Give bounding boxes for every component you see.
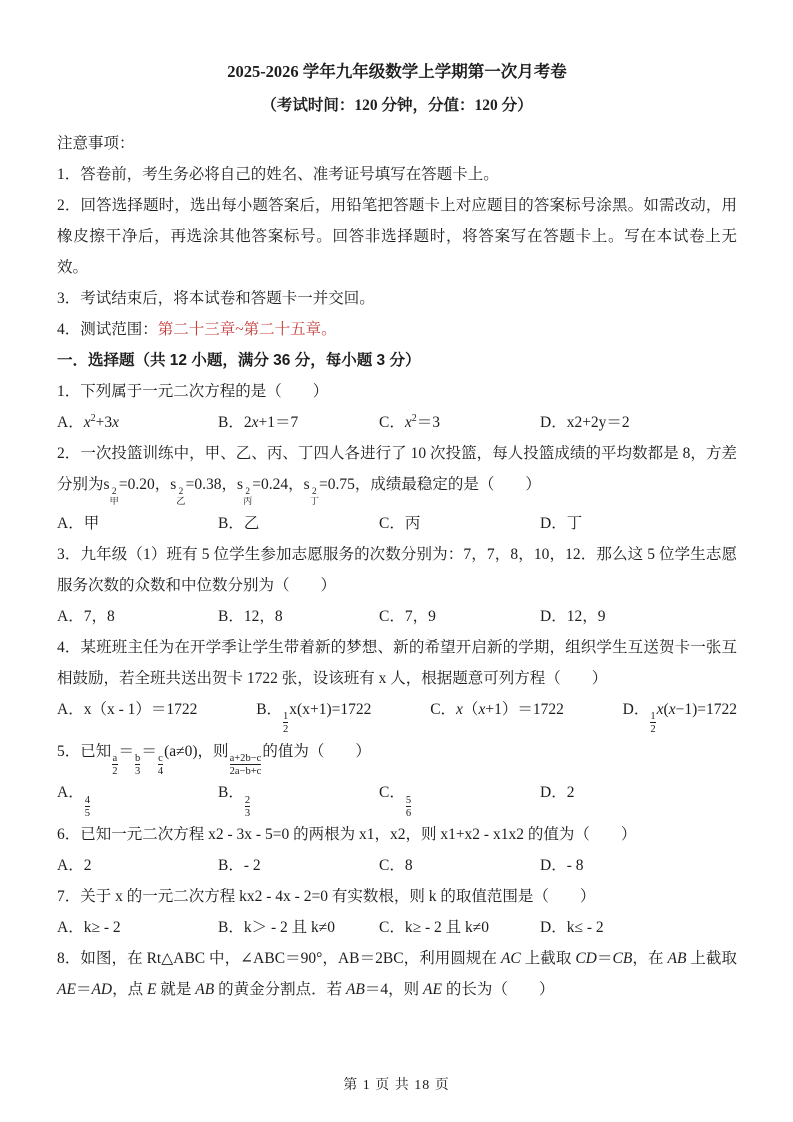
question-7-stem: 7．关于 x 的一元二次方程 kx2 - 4x - 2=0 有实数根，则 k 的取值范围是（ ） — [57, 888, 596, 906]
page-title: 2025-2026 学年九年级数学上学期第一次月考卷 — [227, 62, 567, 81]
question-8-stem: 8．如图，在 Rt△ABC 中，∠ABC＝90°，AB＝2BC，利用圆规在 AC 上截取 CD＝CB，在 AB 上截取 AE＝AD，点 E 就是 AB 的黄金分割点．若 AB＝4，则 AE 的长为（ ） — [57, 950, 737, 999]
notice-heading: 注意事项： — [57, 135, 135, 152]
question-4-option-a: A．x（x - 1）＝1722 — [57, 700, 198, 718]
question-6-options — [57, 850, 737, 881]
question-2-option-d: D．丁 — [540, 514, 583, 532]
question-6-option-b: B．- 2 — [218, 857, 261, 875]
question-5-option-d: D．2 — [540, 784, 575, 802]
question-6-option-a: A．2 — [57, 857, 92, 875]
question-4 — [57, 632, 737, 736]
question-4-option-b: B． $\frac{1}{2}$ x(x+1)=1722 — [256, 700, 372, 736]
question-2-option-a: A．甲 — [57, 514, 100, 532]
question-4-option-c: C．x（x+1）＝1722 — [430, 700, 564, 718]
question-6-option-d: D．- 8 — [540, 857, 584, 875]
question-7 — [57, 881, 737, 943]
question-5-option-b: B． $\frac{2}{3}$ — [218, 784, 251, 820]
question-5-options — [57, 777, 737, 819]
question-5-option-a: A． $\frac{4}{5}$ — [57, 784, 90, 820]
question-7-option-a: A．k≥ - 2 — [57, 919, 121, 937]
notice-item-2: 2．回答选择题时，选出每小题答案后，用铅笔把答题卡上对应题目的答案标号涂黑。如需改动，用橡皮擦干净后，再选涂其他答案标号。回答非选择题时，将答案写在答题卡上。写在本试卷上无效。 — [57, 197, 737, 276]
question-1-option-d: D．x2+2y＝2 — [540, 414, 630, 431]
question-4-stem: 4．某班班主任为在开学季让学生带着新的梦想、新的希望开启新的学期，组织学生互送贺卡一张互相鼓励，若全班共送出贺卡 1722 张，设该班有 x 人，根据题意可列方程（ ） — [57, 638, 737, 687]
notice-item-3: 3．考试结束后，将本试卷和答题卡一并交回。 — [57, 290, 375, 307]
question-2-option-b: B．乙 — [218, 514, 260, 532]
question-1-options — [57, 407, 737, 438]
question-2-option-c: C．丙 — [379, 514, 421, 532]
notice-item-4-test-range: 第二十三章~第二十五章。 — [157, 321, 337, 338]
question-2-stem: 2．一次投篮训练中，甲、乙、丙、丁四人各进行了 10 次投篮，每人投篮成绩的平均数都是 8，方差分别为s 2 甲 =0.20，s 2 乙 =0.38，s 2 丙 =0.24，s 2 丁 =0.75，成绩最稳定的是（ ） — [57, 445, 737, 507]
question-5 — [57, 736, 737, 820]
notice-block — [57, 128, 737, 345]
question-3-option-c: C．7，9 — [379, 607, 436, 625]
question-3-option-d: D．12，9 — [540, 607, 606, 625]
question-6 — [57, 819, 737, 881]
notice-item-1: 1．答卷前，考生务必将自己的姓名、准考证号填写在答题卡上。 — [57, 166, 499, 183]
question-3-option-a: A．7，8 — [57, 607, 115, 625]
question-5-stem: 5．已知 $\frac{a}{2}$ ＝ $\frac{b}{3}$ ＝ $\frac{c}{4}$ (a≠0)，则 $\frac{a+2b-c}{2a-b+c}$ 的值为（ ） — [57, 742, 371, 778]
question-8 — [57, 943, 737, 1005]
question-2-options — [57, 508, 737, 539]
question-7-option-d: D．k≤ - 2 — [540, 919, 604, 937]
question-3 — [57, 539, 737, 632]
question-3-option-b: B．12，8 — [218, 607, 283, 625]
question-6-stem: 6．已知一元二次方程 x2 - 3x - 5=0 的两根为 x1，x2，则 x1+x2 - x1x2 的值为（ ） — [57, 826, 637, 844]
question-5-option-c: C． $\frac{5}{6}$ — [379, 784, 412, 820]
question-3-options — [57, 601, 737, 632]
question-7-option-c: C．k≥ - 2 且 k≠0 — [379, 919, 490, 937]
question-4-option-d: D． $\frac{1}{2}$ x(x−1)=1722 — [622, 700, 737, 736]
question-1-option-c: C．$x^2=3$ — [379, 412, 441, 431]
notice-item-4 — [57, 314, 737, 345]
question-1 — [57, 376, 737, 438]
question-6-option-c: C．8 — [379, 857, 413, 875]
exam-meta: （考试时间：120 分钟，分值：120 分） — [261, 97, 533, 114]
question-4-options — [57, 694, 737, 736]
question-7-option-b: B．k＞ - 2 且 k≠0 — [218, 919, 336, 937]
question-1-option-b: B．2x+1＝7 — [218, 414, 299, 431]
section-1-heading: 一．选择题（共 12 小题，满分 36 分，每小题 3 分） — [57, 352, 421, 369]
notice-item-4-prefix: 4．测试范围： — [57, 321, 158, 338]
question-1-stem: 1．下列属于一元二次方程的是（ ） — [57, 383, 329, 400]
question-1-option-a: A．$x^2+3x$ — [57, 412, 120, 431]
page-number: 第 1 页 共 18 页 — [343, 1078, 450, 1093]
question-2 — [57, 438, 737, 539]
question-7-options — [57, 912, 737, 943]
question-3-stem: 3．九年级（1）班有 5 位学生参加志愿服务的次数分别为：7，7，8，10，12．那么这 5 位学生志愿服务次数的众数和中位数分别为（ ） — [57, 545, 737, 594]
